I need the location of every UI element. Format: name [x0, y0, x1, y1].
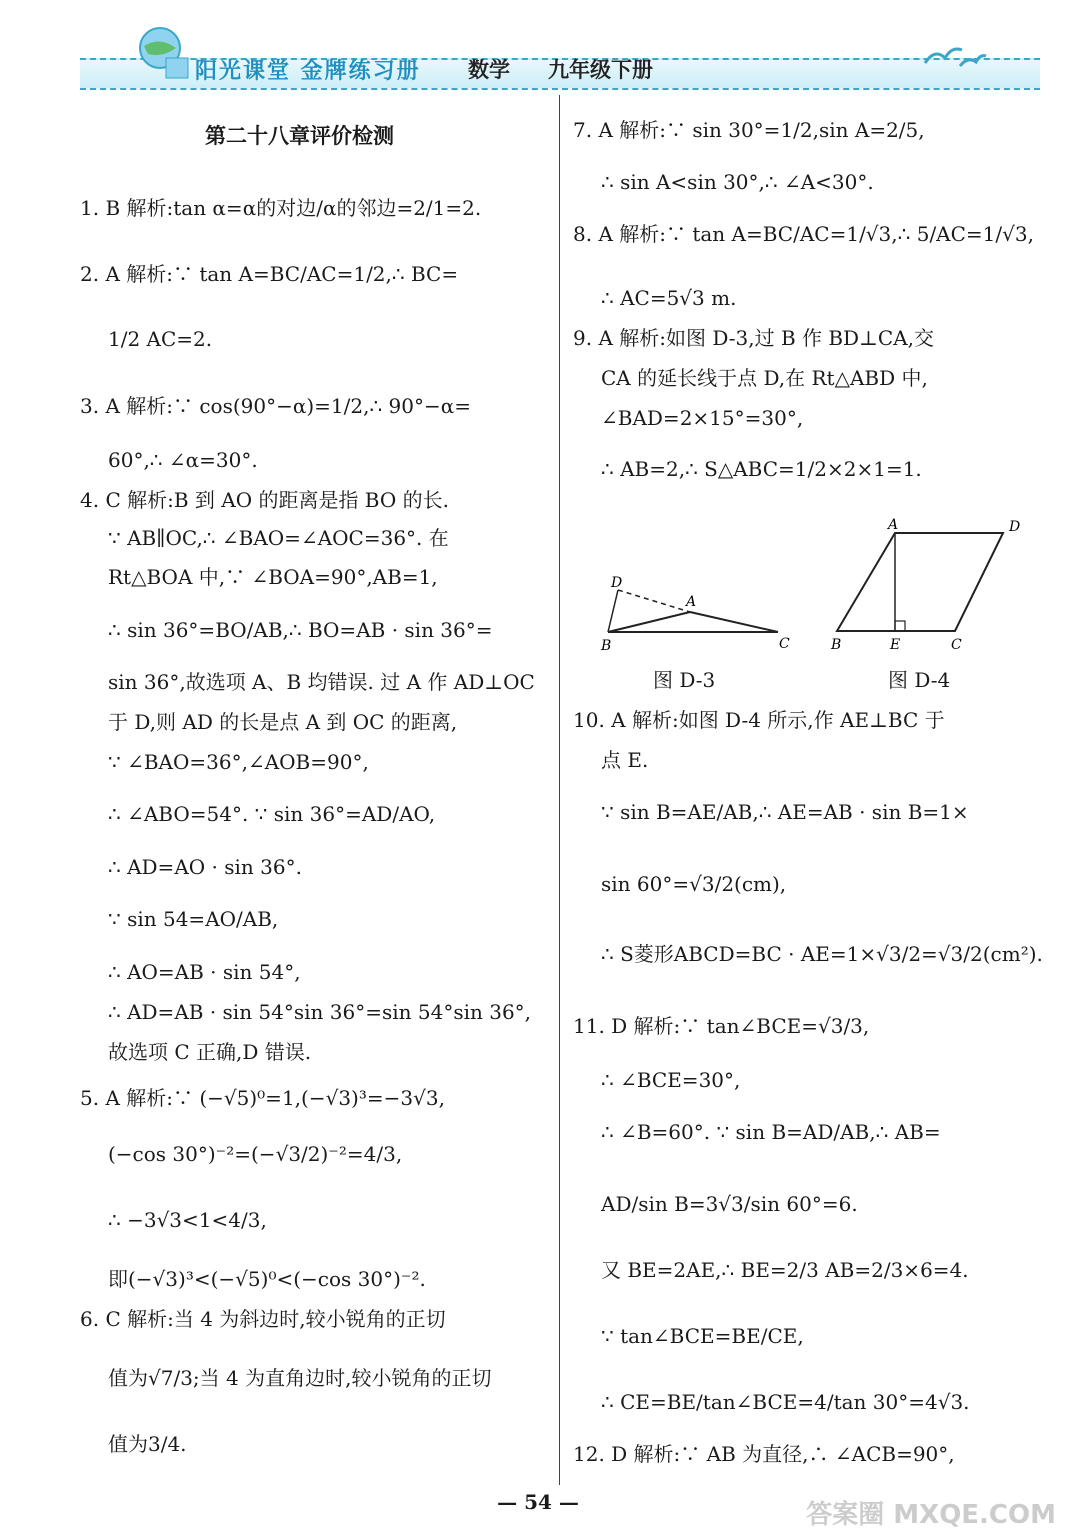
header-grade: 九年级下册 [548, 58, 653, 82]
answer-line: 1/2 AC=2. [108, 327, 213, 351]
figure-d4-point-c: C [951, 637, 962, 653]
watermark: 答案圈 MXQE.COM [806, 1500, 1056, 1530]
answer-line: 又 BE=2AE,∴ BE=2/3 AB=2/3×6=4. [601, 1258, 969, 1282]
answer-line: 3. A 解析:∵ cos(90°−α)=1/2,∴ 90°−α= [80, 394, 472, 418]
answer-line: 4. C 解析:B 到 AO 的距离是指 BO 的长. [80, 488, 449, 512]
figure-d3-point-b: B [601, 638, 612, 654]
answer-line: ∴ CE=BE/tan∠BCE=4/tan 30°=4√3. [601, 1390, 970, 1414]
page-number: — 54 — [497, 1490, 579, 1514]
answer-line: 2. A 解析:∵ tan A=BC/AC=1/2,∴ BC= [80, 262, 459, 286]
header-title: 阳光课堂 金牌练习册 [195, 59, 421, 84]
figure-d3-point-d: D [611, 575, 623, 591]
answer-line: ∴ AO=AB · sin 54°, [108, 960, 301, 984]
answer-line: AD/sin B=3√3/sin 60°=6. [601, 1192, 858, 1216]
answer-line: 6. C 解析:当 4 为斜边时,较小锐角的正切 [80, 1307, 446, 1331]
answer-line: ∴ −3√3<1<4/3, [108, 1208, 267, 1232]
answer-line: ∴ sin 36°=BO/AB,∴ BO=AB · sin 36°= [108, 618, 493, 642]
answer-line: ∵ sin 54=AO/AB, [108, 907, 279, 931]
page-header [60, 18, 1040, 88]
answer-line: CA 的延长线于点 D,在 Rt△ABD 中, [601, 366, 928, 390]
figure-d4-point-e: E [890, 637, 901, 653]
answer-line: ∵ AB∥OC,∴ ∠BAO=∠AOC=36°. 在 [108, 526, 449, 550]
header-subject: 数学 [468, 58, 510, 82]
answer-line: 故选项 C 正确,D 错误. [108, 1040, 312, 1064]
answer-line: ∴ ∠BCE=30°, [601, 1068, 741, 1092]
answer-line: 值为√7/3;当 4 为直角边时,较小锐角的正切 [108, 1366, 492, 1390]
answer-line: 5. A 解析:∵ (−√5)⁰=1,(−√3)³=−3√3, [80, 1086, 445, 1110]
answer-line: ∴ sin A<sin 30°,∴ ∠A<30°. [601, 170, 874, 194]
answer-line: ∴ ∠B=60°. ∵ sin B=AD/AB,∴ AB= [601, 1120, 941, 1144]
figure-d4-point-a: A [888, 517, 899, 533]
answer-line: ∠BAD=2×15°=30°, [601, 406, 804, 430]
answer-line: ∴ S菱形ABCD=BC · AE=1×√3/2=√3/2(cm²). [601, 942, 1043, 966]
answer-line: 即(−√3)³<(−√5)⁰<(−cos 30°)⁻². [108, 1267, 426, 1291]
answer-line: 10. A 解析:如图 D-4 所示,作 AE⊥BC 于 [573, 708, 945, 732]
answer-line: ∵ sin B=AE/AB,∴ AE=AB · sin B=1× [601, 800, 969, 824]
answer-line: 11. D 解析:∵ tan∠BCE=√3/3, [573, 1014, 870, 1038]
answer-line: 9. A 解析:如图 D-3,过 B 作 BD⊥CA,交 [573, 326, 934, 350]
column-divider [559, 95, 560, 1485]
answer-line: ∴ AC=5√3 m. [601, 286, 737, 310]
answer-line: (−cos 30°)⁻²=(−√3/2)⁻²=4/3, [108, 1142, 403, 1166]
answer-line: ∴ AD=AO · sin 36°. [108, 855, 302, 879]
answer-line: ∵ ∠BAO=36°,∠AOB=90°, [108, 750, 369, 774]
figure-d4-point-d: D [1009, 519, 1021, 535]
answer-line: 8. A 解析:∵ tan A=BC/AC=1/√3,∴ 5/AC=1/√3, [573, 222, 1034, 246]
figure-d3-point-c: C [779, 636, 790, 652]
globe-logo-icon [130, 18, 200, 88]
answer-line: 60°,∴ ∠α=30°. [108, 448, 258, 472]
answer-line: 点 E. [601, 748, 649, 772]
birds-icon [920, 38, 990, 73]
answer-line: ∴ AD=AB · sin 54°sin 36°=sin 54°sin 36°, [108, 1000, 532, 1024]
answer-line: 1. B 解析:tan α=α的对边/α的邻边=2/1=2. [80, 196, 482, 220]
answer-line: ∵ tan∠BCE=BE/CE, [601, 1324, 804, 1348]
answer-line: 7. A 解析:∵ sin 30°=1/2,sin A=2/5, [573, 118, 925, 142]
answer-line: 值为3/4. [108, 1432, 187, 1456]
figure-d3-caption: 图 D-3 [653, 668, 716, 692]
figure-d4 [823, 515, 1033, 655]
chapter-title: 第二十八章评价检测 [205, 124, 394, 148]
answer-line: 12. D 解析:∵ AB 为直径,∴ ∠ACB=90°, [573, 1442, 955, 1466]
figure-d3-point-a: A [686, 594, 697, 610]
answer-line: Rt△BOA 中,∵ ∠BOA=90°,AB=1, [108, 565, 438, 589]
answer-line: ∴ ∠ABO=54°. ∵ sin 36°=AD/AO, [108, 802, 436, 826]
figure-d3 [593, 570, 803, 655]
answer-line: sin 60°=√3/2(cm), [601, 872, 787, 896]
answer-line: ∴ AB=2,∴ S△ABC=1/2×2×1=1. [601, 457, 922, 481]
figure-d4-caption: 图 D-4 [888, 668, 951, 692]
answer-line: 于 D,则 AD 的长是点 A 到 OC 的距离, [108, 710, 458, 734]
figure-d4-point-b: B [831, 637, 842, 653]
answer-line: sin 36°,故选项 A、B 均错误. 过 A 作 AD⊥OC [108, 670, 535, 694]
